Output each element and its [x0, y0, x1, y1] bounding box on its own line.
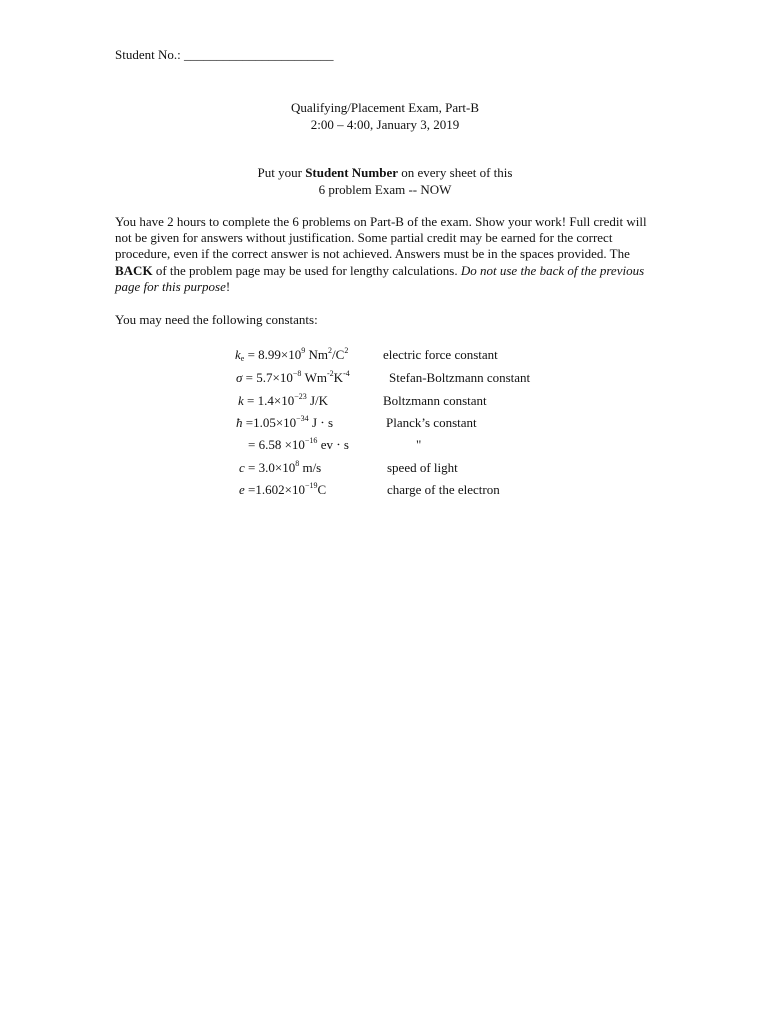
constant-expression — [235, 347, 348, 363]
notice-line2: 6 problem Exam -- NOW — [318, 182, 452, 197]
constant-exp: −16 — [304, 436, 318, 445]
constant-name: electric force constant — [383, 347, 498, 362]
constant-symbol: ħ — [236, 415, 243, 430]
constant-eq: = 5.7×10 — [242, 370, 293, 385]
constant-expression — [239, 482, 326, 498]
constant-unit: Nm — [305, 347, 329, 362]
notice-bold: Student Number — [305, 165, 399, 180]
instructions-text1: You have 2 hours to complete the 6 problems on Part-B of the exam. Show your work! Full credit will not be given for answers without justification. Some partial credit may be earned for the correct procedure, even if the correct answer is not achieved. Answers must be in the spaces provided. The — [115, 214, 647, 262]
constant-symbol: e — [239, 482, 245, 497]
constant-eq: = 8.99×10 — [244, 347, 302, 362]
constant-unit: J ⋅ s — [308, 415, 334, 430]
constant-eq: = 6.58 ×10 — [248, 437, 305, 452]
constant-name: Planck’s constant — [386, 415, 477, 430]
constant-unit2-exp: -4 — [343, 369, 350, 378]
constants-intro: You may need the following constants: — [115, 312, 318, 327]
constant-expression — [238, 393, 328, 409]
constant-exp: −23 — [294, 392, 307, 401]
notice-post: on every sheet of this — [398, 165, 513, 180]
instructions-bold: BACK — [115, 262, 153, 278]
constant-row — [0, 393, 770, 413]
constant-exp: 8 — [295, 459, 300, 468]
constant-symbol: c — [239, 460, 245, 475]
constant-eq: = 3.0×10 — [244, 460, 296, 475]
constant-name: speed of light — [387, 460, 458, 475]
instructions-italic: Do not use the back of the previous page for this purpose — [115, 262, 645, 294]
constant-expression — [239, 460, 321, 476]
constant-name: " — [416, 437, 422, 452]
constant-unit: Wm — [301, 370, 327, 385]
constant-row — [0, 347, 770, 367]
exam-date-time: 2:00 – 4:00, January 3, 2019 — [310, 117, 460, 132]
constant-exp: −19 — [304, 481, 318, 490]
constant-exp: −34 — [296, 414, 309, 423]
constant-exp: 9 — [301, 346, 306, 355]
student-number-notice — [0, 164, 770, 198]
exam-title — [0, 99, 770, 133]
constant-unit: ev ⋅ s — [317, 437, 349, 452]
constant-unit-exp: 2 — [328, 346, 333, 355]
instructions-text2: of the problem page may be used for lengthy calculations. — [152, 262, 461, 278]
constant-expression — [236, 370, 350, 386]
student-number-line — [115, 47, 333, 63]
constant-eq: = 1.4×10 — [243, 393, 295, 408]
constant-name: Stefan-Boltzmann constant — [389, 370, 531, 385]
instructions-paragraph — [115, 214, 655, 295]
constant-unit: J/K — [306, 393, 329, 408]
instructions-text3: ! — [225, 278, 231, 294]
constant-unit2-exp: 2 — [344, 346, 349, 355]
constant-row — [0, 482, 770, 502]
constant-symbol: σ — [236, 370, 243, 385]
constant-expression — [236, 415, 333, 431]
constant-name: Boltzmann constant — [383, 393, 487, 408]
student-number-blank: _______________________ — [183, 47, 334, 62]
constant-unit-exp: -2 — [327, 369, 334, 378]
constant-expression — [248, 437, 349, 453]
constant-eq: =1.602×10 — [244, 482, 305, 497]
constant-row — [0, 460, 770, 480]
notice-line1 — [0, 164, 770, 181]
constant-eq: =1.05×10 — [242, 415, 297, 430]
constant-unit: C — [317, 482, 327, 497]
constant-name: charge of the electron — [387, 482, 500, 497]
constant-row — [0, 370, 770, 390]
constant-row — [0, 415, 770, 435]
constant-unit2: /C — [332, 347, 345, 362]
constant-row — [0, 437, 770, 457]
notice-pre: Put your — [257, 165, 306, 180]
constant-symbol: k — [235, 347, 241, 362]
constant-unit2: K — [333, 370, 344, 385]
constant-unit: m/s — [299, 460, 322, 475]
constant-symbol: k — [238, 393, 244, 408]
exam-title-line1: Qualifying/Placement Exam, Part-B — [290, 100, 480, 115]
constant-symbol-sub: e — [240, 354, 245, 363]
constant-exp: −8 — [292, 369, 302, 378]
student-number-label: Student No.: — [115, 47, 181, 62]
